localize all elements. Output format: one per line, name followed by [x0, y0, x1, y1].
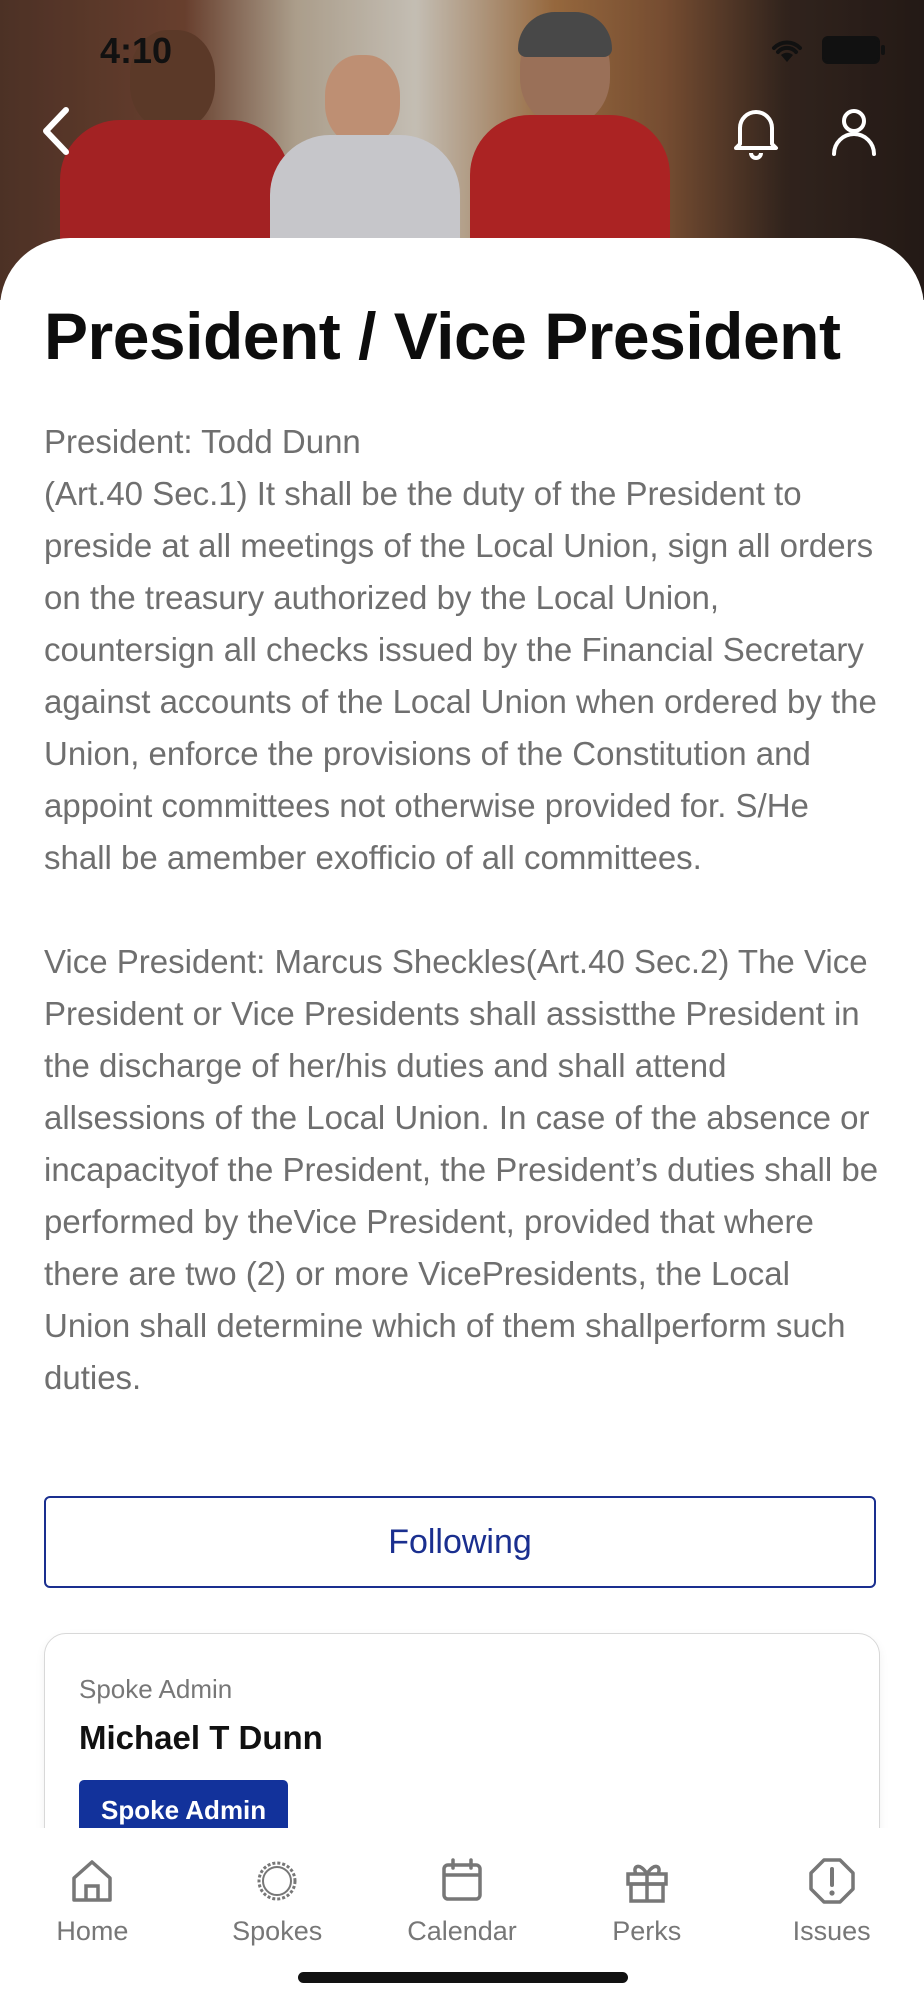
user-icon [828, 104, 880, 160]
tab-perks-label: Perks [612, 1916, 682, 1946]
back-button[interactable] [34, 104, 78, 158]
admin-role-label: Spoke Admin [79, 1674, 233, 1704]
notifications-button[interactable] [730, 104, 782, 160]
chevron-left-icon [34, 104, 78, 158]
alert-icon [805, 1854, 859, 1908]
status-icons [768, 36, 880, 64]
content-sheet [0, 238, 924, 1828]
tab-home[interactable] [0, 1828, 185, 2000]
tab-issues[interactable] [739, 1828, 924, 2000]
following-button[interactable]: Following [44, 1496, 876, 1588]
battery-icon [822, 36, 880, 64]
admin-badge: Spoke Admin [79, 1780, 288, 1840]
gift-icon [620, 1854, 674, 1908]
home-icon [65, 1854, 119, 1908]
profile-button[interactable] [828, 104, 880, 160]
tab-calendar-label: Calendar [407, 1916, 517, 1946]
spokes-icon [250, 1854, 304, 1908]
page-description: President: Todd Dunn (Art.40 Sec.1) It shall be the duty of the President to preside at all meetings of the Local Union, sign all orders on the treasury authorized by the Local Union, countersign all checks issued by the Financial Secretary against accounts of the Local Union when ordered by the Union, enforce the provisions of the Constitution and appoint committees not otherwise provided for. S/He shall be amember exofficio of all committees. Vice President: Marcus Sheckles(Art.40 Sec.2) The Vice President or Vice Presidents shall assistthe President in the discharge of her/his duties and shall attend allsessions of the Local Union. In case of the absence or incapacityof the President, the President’s duties shall be performed by theVice President, provided that where there are two (2) or more VicePresidents, the Local Union shall determine which of them shallperform such duties. [44, 423, 879, 1396]
calendar-icon [435, 1854, 489, 1908]
tab-spokes-label: Spokes [232, 1916, 323, 1946]
tab-home-label: Home [56, 1916, 129, 1946]
status-time: 4:10 [100, 30, 173, 71]
bell-icon [730, 104, 782, 160]
tab-issues-label: Issues [792, 1916, 871, 1946]
page-title: President / Vice President [44, 299, 841, 373]
admin-name: Michael T Dunn [79, 1719, 323, 1756]
wifi-icon [768, 36, 806, 64]
home-indicator[interactable] [298, 1972, 628, 1983]
